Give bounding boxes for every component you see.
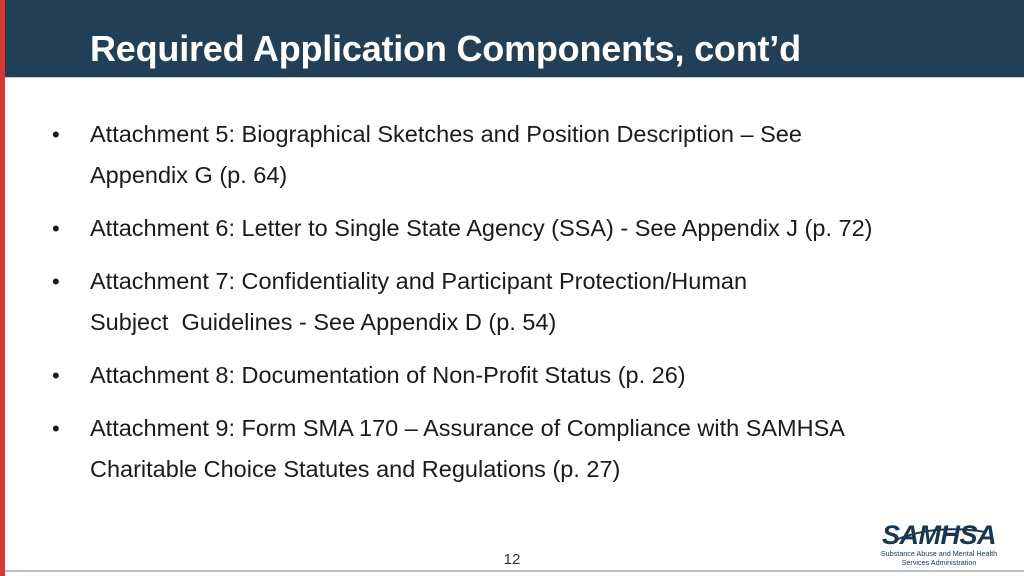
bullet-item bbox=[48, 261, 988, 343]
logo-wordmark: SAMHSA bbox=[881, 520, 996, 550]
footer-divider bbox=[5, 570, 1024, 572]
bullet-icon: • bbox=[52, 269, 60, 294]
logo-subtitle bbox=[878, 550, 1000, 567]
bullet-line: Attachment 6: Letter to Single State Agency (SSA) - See Appendix J (p. 72) bbox=[90, 215, 873, 241]
bullet-line: Appendix G (p. 64) bbox=[90, 162, 288, 188]
bullet-line: Charitable Choice Statutes and Regulations (p. 27) bbox=[90, 456, 621, 482]
bullet-line: Attachment 9: Form SMA 170 – Assurance of Compliance with SAMHSA bbox=[90, 415, 845, 441]
bullet-list bbox=[48, 114, 988, 502]
bullet-line: Attachment 7: Confidentiality and Participant Protection/Human bbox=[90, 268, 748, 294]
bullet-line: Attachment 8: Documentation of Non-Profit Status (p. 26) bbox=[90, 362, 686, 388]
bullet-icon: • bbox=[52, 216, 60, 241]
bullet-item bbox=[48, 355, 988, 396]
bullet-item bbox=[48, 408, 988, 490]
left-accent-bar bbox=[0, 0, 5, 576]
bullet-line: Attachment 5: Biographical Sketches and Position Description – See bbox=[90, 121, 802, 147]
page-number: 12 bbox=[503, 551, 521, 568]
bullet-item bbox=[48, 208, 988, 249]
title-divider bbox=[5, 77, 1024, 78]
bullet-icon: • bbox=[52, 416, 60, 441]
bullet-icon: • bbox=[52, 122, 60, 147]
samhsa-logo bbox=[878, 520, 1000, 568]
logo-subtitle-line: Services Administration bbox=[901, 557, 977, 567]
logo-subtitle-line: Substance Abuse and Mental Health bbox=[880, 549, 998, 558]
slide-title: Required Application Components, cont’d bbox=[90, 28, 801, 69]
bullet-icon: • bbox=[52, 363, 60, 388]
bullet-line: Subject Guidelines - See Appendix D (p. 54) bbox=[90, 309, 557, 335]
bullet-item bbox=[48, 114, 988, 196]
